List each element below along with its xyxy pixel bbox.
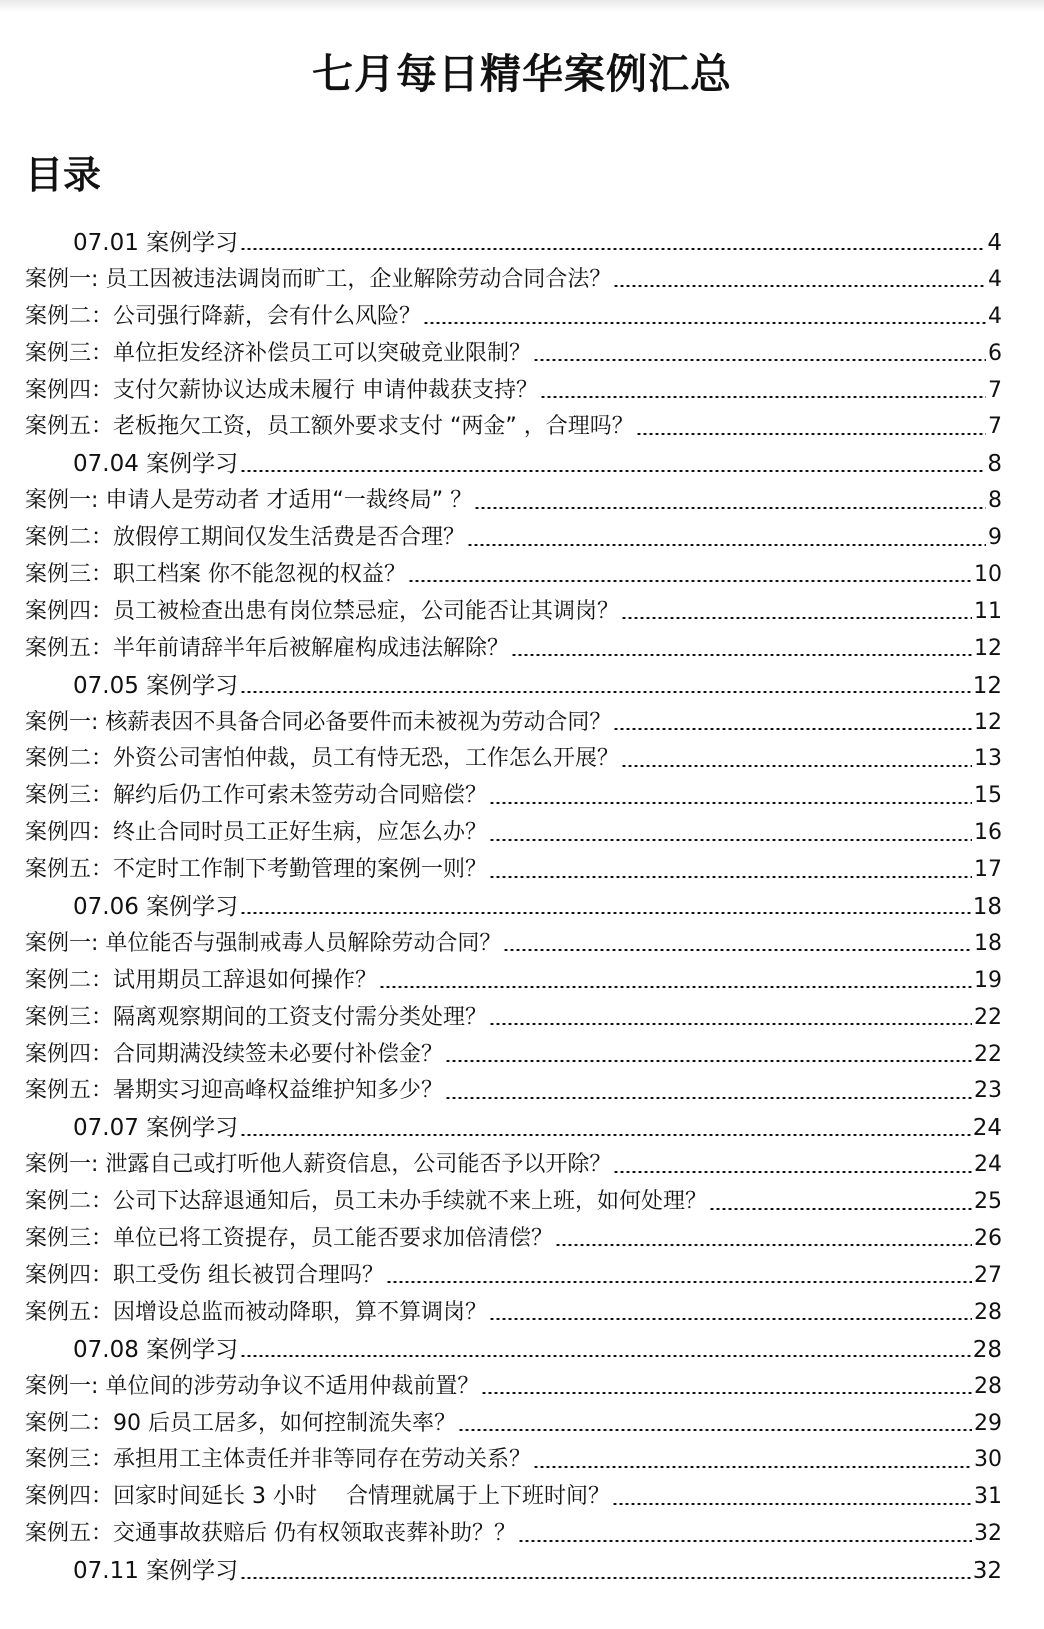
dot-leader: [240, 470, 985, 472]
toc-page-number: 10: [974, 562, 1002, 588]
dot-leader: [621, 617, 972, 619]
dot-leader: [423, 322, 986, 324]
toc-case-entry[interactable]: [25, 1037, 1002, 1074]
toc-entry-label: 案例二：公司下达辞退通知后，员工未办手续就不来上班，如何处理？: [25, 1189, 708, 1215]
toc-page-number: 24: [974, 1152, 1002, 1178]
toc-page-number: 13: [974, 746, 1002, 772]
toc-case-entry[interactable]: [25, 1295, 1002, 1332]
dot-leader: [240, 248, 985, 250]
toc-entry-label: 案例二：放假停工期间仅发生活费是否合理？: [25, 525, 466, 551]
toc-entry-label: 案例三：隔离观察期间的工资支付需分类处理？: [25, 1004, 488, 1030]
dot-leader: [489, 839, 972, 841]
toc-case-entry[interactable]: [25, 1073, 1002, 1110]
toc-entry-label: 案例三：承担用工主体责任并非等同存在劳动关系？: [25, 1447, 532, 1473]
toc-entry-label: 案例一: 核薪表因不具备合同必备要件而未被视为劳动合同？: [25, 709, 612, 735]
toc-case-entry[interactable]: [25, 1147, 1002, 1184]
dot-leader: [533, 1466, 972, 1468]
toc-case-entry[interactable]: [25, 1258, 1002, 1295]
toc-entry-label: 案例二：试用期员工辞退如何操作？: [25, 967, 378, 993]
dot-leader: [709, 1208, 972, 1210]
toc-entry-label: 案例一: 单位能否与强制戒毒人员解除劳动合同？: [25, 930, 502, 956]
toc-case-entry[interactable]: [25, 741, 1002, 778]
toc-page-number: 24: [972, 1115, 1002, 1142]
toc-case-entry[interactable]: [25, 299, 1002, 336]
toc-case-entry[interactable]: [25, 705, 1002, 742]
toc-page-number: 9: [988, 525, 1002, 551]
toc-entry-label: 案例二：公司强行降薪，会有什么风险？: [25, 303, 422, 329]
toc-page-number: 18: [972, 894, 1002, 921]
toc-entry-label: 案例五：交通事故获赔后 仍有权领取丧葬补助？？: [25, 1521, 516, 1547]
toc-case-entry[interactable]: [25, 520, 1002, 557]
toc-entry-label: 案例五：暑期实习迎高峰权益维护知多少？: [25, 1078, 444, 1104]
toc-entry-label: 案例二：外资公司害怕仲裁，员工有恃无恐，工作怎么开展？: [25, 746, 620, 772]
toc-page-number: 18: [974, 930, 1002, 956]
toc-entry-label: 07.05 案例学习: [73, 672, 239, 699]
toc-page-number: 8: [988, 488, 1002, 514]
dot-leader: [555, 1244, 972, 1246]
toc-entry-label: 07.04 案例学习: [73, 451, 239, 478]
dot-leader: [240, 1577, 971, 1579]
toc-page-number: 17: [974, 857, 1002, 883]
toc-case-entry[interactable]: [25, 1442, 1002, 1479]
toc-section-entry[interactable]: [25, 889, 1002, 926]
toc-entry-label: 案例四：合同期满没续签未必要付补偿金？: [25, 1041, 444, 1067]
dot-leader: [240, 1355, 971, 1357]
toc-page-number: 22: [974, 1041, 1002, 1067]
toc-page-number: 32: [972, 1558, 1002, 1585]
toc-case-entry[interactable]: [25, 594, 1002, 631]
toc-entry-label: 案例五：不定时工作制下考勤管理的案例一则？: [25, 857, 488, 883]
toc-case-entry[interactable]: [25, 1221, 1002, 1258]
dot-leader: [240, 691, 971, 693]
dot-leader: [458, 1429, 972, 1431]
toc-heading: 目录: [25, 153, 102, 197]
toc-entry-label: 07.01 案例学习: [73, 230, 239, 256]
toc-page-number: 4: [987, 230, 1002, 256]
toc-section-entry[interactable]: [25, 1332, 1002, 1369]
dot-leader: [445, 1097, 972, 1099]
dot-leader: [489, 1318, 972, 1320]
toc-page-number: 31: [974, 1484, 1002, 1510]
toc-entry-label: 案例一: 单位间的涉劳动争议不适用仲裁前置？: [25, 1373, 480, 1399]
toc-case-entry[interactable]: [25, 557, 1002, 594]
toc-page-number: 15: [974, 783, 1002, 809]
toc-entry-label: 案例二：90 后员工居多，如何控制流失率？: [25, 1410, 456, 1436]
dot-leader: [613, 1171, 972, 1173]
toc-page-number: 7: [988, 414, 1002, 440]
toc-page-number: 4: [988, 266, 1002, 292]
toc-case-entry[interactable]: [25, 409, 1002, 446]
toc-entry-label: 案例四：终止合同时员工正好生病，应怎么办？: [25, 820, 488, 846]
dot-leader: [621, 765, 972, 767]
toc-section-entry[interactable]: [25, 1110, 1002, 1147]
dot-leader: [379, 986, 972, 988]
dot-leader: [533, 359, 986, 361]
toc-entry-label: 案例四：支付欠薪协议达成未履行 申请仲裁获支持？: [25, 377, 538, 403]
toc-page-number: 12: [972, 672, 1002, 699]
dot-leader: [386, 1281, 972, 1283]
toc-page-number: 30: [974, 1447, 1002, 1473]
dot-leader: [613, 728, 972, 730]
dot-leader: [540, 396, 986, 398]
toc-page-number: 26: [974, 1226, 1002, 1252]
dot-leader: [636, 433, 986, 435]
toc-page-number: 12: [974, 635, 1002, 661]
toc-entry-label: 案例五：老板拖欠工资，员工额外要求支付 “两金” ，合理吗？: [25, 414, 634, 440]
toc-entry-label: 案例五：半年前请辞半年后被解雇构成违法解除？: [25, 635, 510, 661]
toc-section-entry[interactable]: [25, 1553, 1002, 1590]
document-title: 七月每日精华案例汇总: [312, 50, 732, 98]
dot-leader: [240, 912, 971, 914]
toc-case-entry[interactable]: [25, 373, 1002, 410]
top-edge-shadow: [0, 0, 1044, 12]
toc-entry-label: 案例四：回家时间延长 3 小时 合情理就属于上下班时间？: [25, 1484, 610, 1510]
dot-leader: [613, 285, 986, 287]
toc-page-number: 28: [972, 1336, 1002, 1363]
toc-entry-label: 案例三：解约后仍工作可索未签劳动合同赔偿？: [25, 783, 488, 809]
toc-entry-label: 07.06 案例学习: [73, 894, 239, 921]
toc-entry-label: 案例四：员工被检查出患有岗位禁忌症，公司能否让其调岗？: [25, 598, 620, 624]
toc-case-entry[interactable]: [25, 778, 1002, 815]
toc-page-number: 28: [974, 1373, 1002, 1399]
toc-entry-label: 07.08 案例学习: [73, 1336, 239, 1363]
toc-page-number: 8: [987, 451, 1002, 478]
toc-case-entry[interactable]: [25, 631, 1002, 668]
toc-case-entry[interactable]: [25, 1479, 1002, 1516]
toc-case-entry[interactable]: [25, 926, 1002, 963]
dot-leader: [489, 802, 972, 804]
toc-case-entry[interactable]: [25, 815, 1002, 852]
toc-case-entry[interactable]: [25, 1000, 1002, 1037]
dot-leader: [489, 876, 972, 878]
toc-entry-label: 案例四：职工受伤 组长被罚合理吗？: [25, 1262, 384, 1288]
toc-entry-label: 07.07 案例学习: [73, 1115, 239, 1142]
toc-entry-label: 案例一: 员工因被违法调岗而旷工，企业解除劳动合同合法？: [25, 266, 612, 292]
toc-page-number: 16: [974, 820, 1002, 846]
dot-leader: [474, 507, 986, 509]
toc-case-entry[interactable]: [25, 262, 1002, 299]
toc-page-number: 7: [988, 377, 1002, 403]
dot-leader: [240, 1134, 971, 1136]
dot-leader: [518, 1540, 972, 1542]
toc-page-number: 32: [974, 1521, 1002, 1547]
toc-page-number: 28: [974, 1299, 1002, 1325]
toc-case-entry[interactable]: [25, 336, 1002, 373]
dot-leader: [503, 949, 972, 951]
dot-leader: [511, 654, 972, 656]
toc-entry-label: 案例一: 泄露自己或打听他人薪资信息，公司能否予以开除？: [25, 1152, 612, 1178]
toc-section-entry[interactable]: [25, 668, 1002, 705]
toc-page-number: 19: [974, 967, 1002, 993]
toc-page-number: 6: [988, 340, 1002, 366]
toc-case-entry[interactable]: [25, 1516, 1002, 1553]
toc-page-number: 23: [974, 1078, 1002, 1104]
toc-page-number: 12: [974, 709, 1002, 735]
table-of-contents: [25, 225, 1002, 1590]
toc-page-number: 4: [988, 303, 1002, 329]
dot-leader: [489, 1023, 972, 1025]
dot-leader: [467, 544, 986, 546]
toc-case-entry[interactable]: [25, 852, 1002, 889]
toc-entry-label: 07.11 案例学习: [73, 1558, 239, 1585]
toc-page-number: 29: [974, 1410, 1002, 1436]
toc-case-entry[interactable]: [25, 963, 1002, 1000]
dot-leader: [408, 580, 972, 582]
toc-case-entry[interactable]: [25, 1369, 1002, 1406]
toc-case-entry[interactable]: [25, 1184, 1002, 1221]
toc-case-entry[interactable]: [25, 1406, 1002, 1443]
toc-page-number: 22: [974, 1004, 1002, 1030]
dot-leader: [445, 1060, 972, 1062]
toc-page-number: 27: [974, 1262, 1002, 1288]
toc-entry-label: 案例三：单位已将工资提存，员工能否要求加倍清偿？: [25, 1226, 554, 1252]
dot-leader: [612, 1503, 972, 1505]
dot-leader: [481, 1392, 972, 1394]
toc-page-number: 25: [974, 1189, 1002, 1215]
toc-entry-label: 案例三：职工档案 你不能忽视的权益？: [25, 562, 406, 588]
toc-entry-label: 案例三：单位拒发经济补偿员工可以突破竞业限制？: [25, 340, 532, 366]
toc-case-entry[interactable]: [25, 483, 1002, 520]
toc-page-number: 11: [974, 598, 1002, 624]
toc-section-entry[interactable]: [25, 446, 1002, 483]
toc-section-entry[interactable]: [25, 225, 1002, 262]
toc-entry-label: 案例五：因增设总监而被动降职，算不算调岗？: [25, 1299, 488, 1325]
toc-entry-label: 案例一: 申请人是劳动者 才适用“一裁终局” ？: [25, 488, 473, 514]
